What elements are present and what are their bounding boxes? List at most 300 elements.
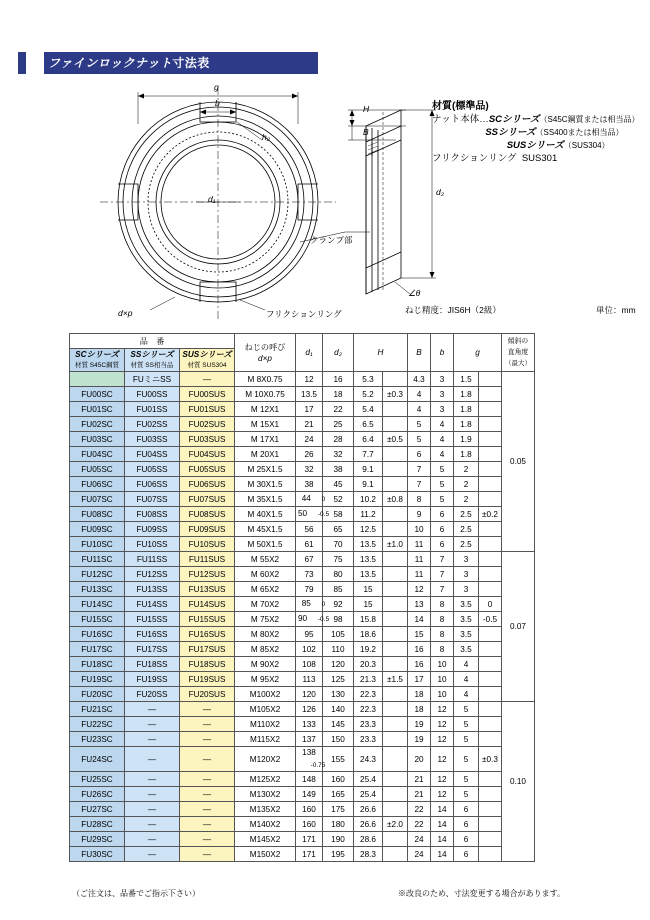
cell-part-sus: — [180, 747, 235, 772]
cell-d2: 145 [323, 717, 354, 732]
cell-g: 2.5 [454, 522, 479, 537]
cell-thread: M115X2 [235, 732, 296, 747]
cell-d1: 44 0 [296, 492, 323, 507]
cell-thread: M 17X1 [235, 432, 296, 447]
cell-d2: 25 [323, 417, 354, 432]
table-row [70, 732, 535, 747]
cell-part-sus: — [180, 832, 235, 847]
cell-B: 20 [408, 747, 431, 772]
cell-d2: 110 [323, 642, 354, 657]
cell-part-sc: FU15SC [70, 612, 125, 627]
cell-thread: M150X2 [235, 847, 296, 862]
cell-thread: M145X2 [235, 832, 296, 847]
cell-g: 1.5 [454, 372, 479, 387]
cell-d1: 95 [296, 627, 323, 642]
cell-H: 5.2 [354, 387, 383, 402]
cell-part-sus: FU02SUS [180, 417, 235, 432]
cell-b: 8 [431, 642, 454, 657]
cell-d1: 85 0 [296, 597, 323, 612]
cell-d2: 175 [323, 802, 354, 817]
cell-H-tol [383, 612, 408, 627]
dim-label-g: g [214, 82, 219, 92]
cell-d2: 98 [323, 612, 354, 627]
cell-H: 6.5 [354, 417, 383, 432]
cell-B: 22 [408, 817, 431, 832]
table-row [70, 832, 535, 847]
cell-thread: M 15X1 [235, 417, 296, 432]
cell-part-sc: FU19SC [70, 672, 125, 687]
material-line-0: ナット本体…SCシリーズ（S45C鋼質または相当品） [432, 114, 640, 125]
cell-d1: 137 [296, 732, 323, 747]
cell-H-tol [383, 627, 408, 642]
cell-H: 26.6 [354, 802, 383, 817]
cell-d2: 28 [323, 432, 354, 447]
cell-part-sc: FU07SC [70, 492, 125, 507]
table-row [70, 717, 535, 732]
cell-d1: 148 [296, 772, 323, 787]
spec-table [69, 333, 535, 862]
cell-d1: 26 [296, 447, 323, 462]
cell-part-sc: FU04SC [70, 447, 125, 462]
cell-part-sc: FU02SC [70, 417, 125, 432]
cell-b: 7 [431, 582, 454, 597]
cell-H-tol [383, 772, 408, 787]
cell-b: 4 [431, 417, 454, 432]
cell-B: 6 [408, 447, 431, 462]
cell-b: 14 [431, 802, 454, 817]
cell-d2: 38 [323, 462, 354, 477]
cell-H-tol [383, 507, 408, 522]
cell-part-ss: FU14SS [125, 597, 180, 612]
cell-H-tol [383, 552, 408, 567]
cell-H: 15 [354, 582, 383, 597]
cell-part-sc: FU06SC [70, 477, 125, 492]
cell-g: 5 [454, 787, 479, 802]
cell-d1: 24 [296, 432, 323, 447]
cell-g: 6 [454, 847, 479, 862]
cell-B: 5 [408, 432, 431, 447]
dim-label-d2: d₂ [436, 187, 444, 197]
cell-b: 6 [431, 537, 454, 552]
cell-part-ss: FU01SS [125, 402, 180, 417]
label-clamp: クランプ部 [310, 235, 353, 245]
cell-thread: M 95X2 [235, 672, 296, 687]
cell-part-ss: FU03SS [125, 432, 180, 447]
header-angle: 傾斜の 直角度 （最大） [502, 334, 535, 372]
cell-b: 14 [431, 847, 454, 862]
cell-H: 5.4 [354, 402, 383, 417]
cell-thread: M130X2 [235, 787, 296, 802]
table-row [70, 537, 535, 552]
cell-H: 13.5 [354, 537, 383, 552]
cell-angle: 0.07 [502, 552, 535, 702]
cell-thread: M105X2 [235, 702, 296, 717]
cell-part-sus: — [180, 372, 235, 387]
cell-H-tol [383, 802, 408, 817]
cell-b: 12 [431, 747, 454, 772]
cell-part-ss: — [125, 787, 180, 802]
cell-g: 1.8 [454, 417, 479, 432]
note-unit: 単位：mm [596, 305, 636, 315]
cell-thread: M 90X2 [235, 657, 296, 672]
cell-part-sus: FU12SUS [180, 567, 235, 582]
cell-part-sus: FU17SUS [180, 642, 235, 657]
cell-g-tol [479, 402, 502, 417]
cell-g-tol [479, 522, 502, 537]
cell-part-sc: FU09SC [70, 522, 125, 537]
cell-part-sc: FU25SC [70, 772, 125, 787]
table-row [70, 687, 535, 702]
dim-label-h2: h₂ [262, 132, 270, 142]
cell-H: 25.4 [354, 787, 383, 802]
table-row [70, 772, 535, 787]
cell-g: 2.5 [454, 537, 479, 552]
cell-B: 24 [408, 832, 431, 847]
cell-b: 12 [431, 732, 454, 747]
cell-part-sc: FU05SC [70, 462, 125, 477]
cell-g-tol [479, 832, 502, 847]
table-row [70, 447, 535, 462]
cell-g-tol: 0 [479, 597, 502, 612]
cell-part-ss: FU15SS [125, 612, 180, 627]
cell-H-tol: ±1.5 [383, 672, 408, 687]
cell-b: 14 [431, 817, 454, 832]
cell-part-sc: FU26SC [70, 787, 125, 802]
cell-g-tol: ±0.2 [479, 507, 502, 522]
table-row [70, 702, 535, 717]
cell-d1: 171 [296, 832, 323, 847]
cell-d2: 70 [323, 537, 354, 552]
table-row [70, 507, 535, 522]
cell-b: 8 [431, 597, 454, 612]
cell-d1: 79 [296, 582, 323, 597]
cell-g: 5 [454, 732, 479, 747]
cell-g-tol [479, 417, 502, 432]
header-H: H [354, 334, 408, 372]
cell-B: 21 [408, 772, 431, 787]
cell-B: 24 [408, 847, 431, 862]
cell-d2: 18 [323, 387, 354, 402]
cell-part-sus: FU08SUS [180, 507, 235, 522]
cell-thread: M 20X1 [235, 447, 296, 462]
cell-B: 19 [408, 717, 431, 732]
cell-H-tol: ±0.3 [383, 387, 408, 402]
cell-g-tol [479, 687, 502, 702]
cell-part-sc: FU14SC [70, 597, 125, 612]
cell-B: 21 [408, 787, 431, 802]
cell-part-ss: FU13SS [125, 582, 180, 597]
cell-part-sus: — [180, 847, 235, 862]
cell-B: 7 [408, 477, 431, 492]
table-row [70, 522, 535, 537]
cell-d1: 126 [296, 702, 323, 717]
cell-H: 10.2 [354, 492, 383, 507]
cell-B: 11 [408, 537, 431, 552]
cell-g: 1.8 [454, 402, 479, 417]
cell-b: 6 [431, 507, 454, 522]
cell-part-sc: FU23SC [70, 732, 125, 747]
cell-b: 5 [431, 477, 454, 492]
cell-part-ss: FU17SS [125, 642, 180, 657]
cell-b: 8 [431, 612, 454, 627]
cell-part-ss: FUミニSS [125, 372, 180, 387]
cell-b: 12 [431, 702, 454, 717]
cell-g: 3 [454, 582, 479, 597]
table-row [70, 582, 535, 597]
cell-H: 5.3 [354, 372, 383, 387]
cell-part-ss: FU06SS [125, 477, 180, 492]
cell-H-tol [383, 447, 408, 462]
cell-H-tol [383, 582, 408, 597]
cell-g: 3 [454, 567, 479, 582]
header-d2: d₂ [323, 334, 354, 372]
cell-g: 5 [454, 702, 479, 717]
cell-part-sc: FU24SC [70, 747, 125, 772]
cell-part-ss: — [125, 772, 180, 787]
cell-g-tol [479, 802, 502, 817]
cell-g-tol [479, 492, 502, 507]
table-row [70, 402, 535, 417]
cell-g-tol [479, 672, 502, 687]
cell-thread: M120X2 [235, 747, 296, 772]
cell-B: 15 [408, 627, 431, 642]
cell-part-sus: — [180, 787, 235, 802]
cell-d2: 190 [323, 832, 354, 847]
cell-part-sc: FU20SC [70, 687, 125, 702]
material-line-1: SSシリーズ（SS400または相当品） [485, 127, 624, 138]
cell-thread: M100X2 [235, 687, 296, 702]
header-series-ss: SSシリーズ 材質 SS相当品 [125, 349, 180, 372]
cell-d1: 73 [296, 567, 323, 582]
cell-b: 10 [431, 657, 454, 672]
cell-H-tol [383, 702, 408, 717]
cell-g-tol [479, 567, 502, 582]
cell-part-ss: — [125, 702, 180, 717]
cell-H-tol [383, 747, 408, 772]
cell-B: 9 [408, 507, 431, 522]
cell-d1: 108 [296, 657, 323, 672]
cell-g-tol [479, 537, 502, 552]
page-title-series: ファインロックナット [48, 56, 173, 70]
cell-part-ss: — [125, 717, 180, 732]
cell-part-sus: FU18SUS [180, 657, 235, 672]
material-line-3: フリクションリング SUS301 [432, 153, 558, 164]
cell-H-tol [383, 597, 408, 612]
table-body [70, 372, 535, 862]
cell-part-sus: FU19SUS [180, 672, 235, 687]
cell-b: 3 [431, 387, 454, 402]
table-row [70, 597, 535, 612]
cell-d2: 120 [323, 657, 354, 672]
header-d1: d₁ [296, 334, 323, 372]
header-series-sc: SCシリーズ 材質 S45C鋼質 [70, 349, 125, 372]
cell-d1: 149 [296, 787, 323, 802]
cell-b: 12 [431, 787, 454, 802]
cell-H: 9.1 [354, 477, 383, 492]
cell-part-sus: FU01SUS [180, 402, 235, 417]
cell-g-tol [479, 477, 502, 492]
cell-d2: 165 [323, 787, 354, 802]
cell-part-ss: — [125, 747, 180, 772]
cell-part-sus: — [180, 702, 235, 717]
cell-B: 4 [408, 387, 431, 402]
cell-d1: 12 [296, 372, 323, 387]
dim-label-d1: d₁ [208, 194, 216, 204]
cell-part-ss: — [125, 802, 180, 817]
page-title [48, 54, 210, 71]
cell-g: 4 [454, 672, 479, 687]
cell-g: 5 [454, 747, 479, 772]
cell-d1: 67 [296, 552, 323, 567]
cell-part-ss: — [125, 847, 180, 862]
cell-d1: 38 [296, 477, 323, 492]
cell-H: 28.3 [354, 847, 383, 862]
cell-d2: 58 [323, 507, 354, 522]
cell-H-tol [383, 717, 408, 732]
cell-g: 2 [454, 477, 479, 492]
cell-thread: M 8X0.75 [235, 372, 296, 387]
cell-B: 5 [408, 417, 431, 432]
cell-g-tol [479, 772, 502, 787]
cell-H-tol [383, 847, 408, 862]
cell-H-tol [383, 417, 408, 432]
cell-H: 24.3 [354, 747, 383, 772]
cell-part-sus: FU00SUS [180, 387, 235, 402]
cell-H-tol [383, 732, 408, 747]
cell-part-sc [70, 372, 125, 387]
cell-g: 4 [454, 657, 479, 672]
cell-B: 11 [408, 567, 431, 582]
cell-d1: 102 [296, 642, 323, 657]
cell-part-ss: — [125, 832, 180, 847]
cell-thread: M 75X2 [235, 612, 296, 627]
cell-H: 11.2 [354, 507, 383, 522]
dim-label-b: b [215, 98, 220, 108]
cell-g-tol [479, 657, 502, 672]
cell-H-tol [383, 477, 408, 492]
cell-H-tol [383, 462, 408, 477]
cell-thread: M 35X1.5 [235, 492, 296, 507]
cell-H: 23.3 [354, 732, 383, 747]
table-row [70, 672, 535, 687]
cell-thread: M 10X0.75 [235, 387, 296, 402]
cell-part-sc: FU13SC [70, 582, 125, 597]
table-row [70, 552, 535, 567]
cell-d1: 32 [296, 462, 323, 477]
cell-part-sus: FU03SUS [180, 432, 235, 447]
material-heading: 材質(標準品) [432, 101, 489, 112]
cell-d1: 50 -0.5 [296, 507, 323, 522]
cell-g: 6 [454, 817, 479, 832]
cell-H: 18.6 [354, 627, 383, 642]
table-row [70, 657, 535, 672]
cell-d2: 150 [323, 732, 354, 747]
cell-B: 13 [408, 597, 431, 612]
cell-g-tol [479, 432, 502, 447]
cell-g: 3 [454, 552, 479, 567]
cell-B: 8 [408, 492, 431, 507]
cell-g: 2.5 [454, 507, 479, 522]
table-row [70, 612, 535, 627]
header-g: g [454, 334, 502, 372]
cell-d1: 120 [296, 687, 323, 702]
cell-thread: M 25X1.5 [235, 462, 296, 477]
cell-B: 4 [408, 402, 431, 417]
cell-thread: M 50X1.5 [235, 537, 296, 552]
cell-thread: M 45X1.5 [235, 522, 296, 537]
table-row [70, 417, 535, 432]
material-line-2: SUSシリーズ（SUS304） [506, 140, 610, 151]
table-row [70, 747, 535, 772]
cell-part-sc: FU22SC [70, 717, 125, 732]
banner-left-notch [18, 52, 44, 74]
cell-part-sc: FU30SC [70, 847, 125, 862]
cell-d2: 125 [323, 672, 354, 687]
cell-g: 2 [454, 492, 479, 507]
cell-H-tol: ±2.0 [383, 817, 408, 832]
cell-b: 10 [431, 672, 454, 687]
cell-part-sus: — [180, 772, 235, 787]
cell-part-sus: FU15SUS [180, 612, 235, 627]
footnote-right: ※改良のため、寸法変更する場合があります。 [398, 889, 566, 898]
cell-g-tol [479, 847, 502, 862]
table-row [70, 477, 535, 492]
cell-part-ss: FU16SS [125, 627, 180, 642]
cell-B: 18 [408, 687, 431, 702]
cell-H-tol [383, 687, 408, 702]
cell-part-sus: FU04SUS [180, 447, 235, 462]
cell-H: 26.6 [354, 817, 383, 832]
cell-g-tol [479, 372, 502, 387]
cell-H: 15 [354, 597, 383, 612]
cell-H-tol [383, 657, 408, 672]
cell-d2: 105 [323, 627, 354, 642]
cell-d2: 52 [323, 492, 354, 507]
cell-part-sc: FU16SC [70, 627, 125, 642]
cell-H-tol [383, 402, 408, 417]
cell-part-ss: FU10SS [125, 537, 180, 552]
cell-part-ss: FU20SS [125, 687, 180, 702]
cell-H-tol: ±0.8 [383, 492, 408, 507]
cell-thread: M 30X1.5 [235, 477, 296, 492]
cell-b: 10 [431, 687, 454, 702]
cell-part-ss: FU19SS [125, 672, 180, 687]
cell-g: 1.9 [454, 432, 479, 447]
cell-b: 4 [431, 432, 454, 447]
cell-d2: 32 [323, 447, 354, 462]
cell-H: 12.5 [354, 522, 383, 537]
label-friction-ring: フリクションリング [266, 309, 342, 319]
cell-part-sus: FU07SUS [180, 492, 235, 507]
cell-g-tol: ±0.3 [479, 747, 502, 772]
cell-part-sc: FU29SC [70, 832, 125, 847]
cell-part-sc: FU28SC [70, 817, 125, 832]
cell-part-sc: FU01SC [70, 402, 125, 417]
cell-d1: 160 [296, 802, 323, 817]
cell-H: 9.1 [354, 462, 383, 477]
cell-H: 15.8 [354, 612, 383, 627]
cell-part-sus: FU20SUS [180, 687, 235, 702]
cell-part-sc: FU21SC [70, 702, 125, 717]
cell-b: 5 [431, 492, 454, 507]
cell-d2: 16 [323, 372, 354, 387]
cell-d2: 45 [323, 477, 354, 492]
cell-thread: M 12X1 [235, 402, 296, 417]
cell-angle: 0.05 [502, 372, 535, 552]
cell-B: 10 [408, 522, 431, 537]
cell-thread: M 40X1.5 [235, 507, 296, 522]
cell-d1: 90 -0.5 [296, 612, 323, 627]
